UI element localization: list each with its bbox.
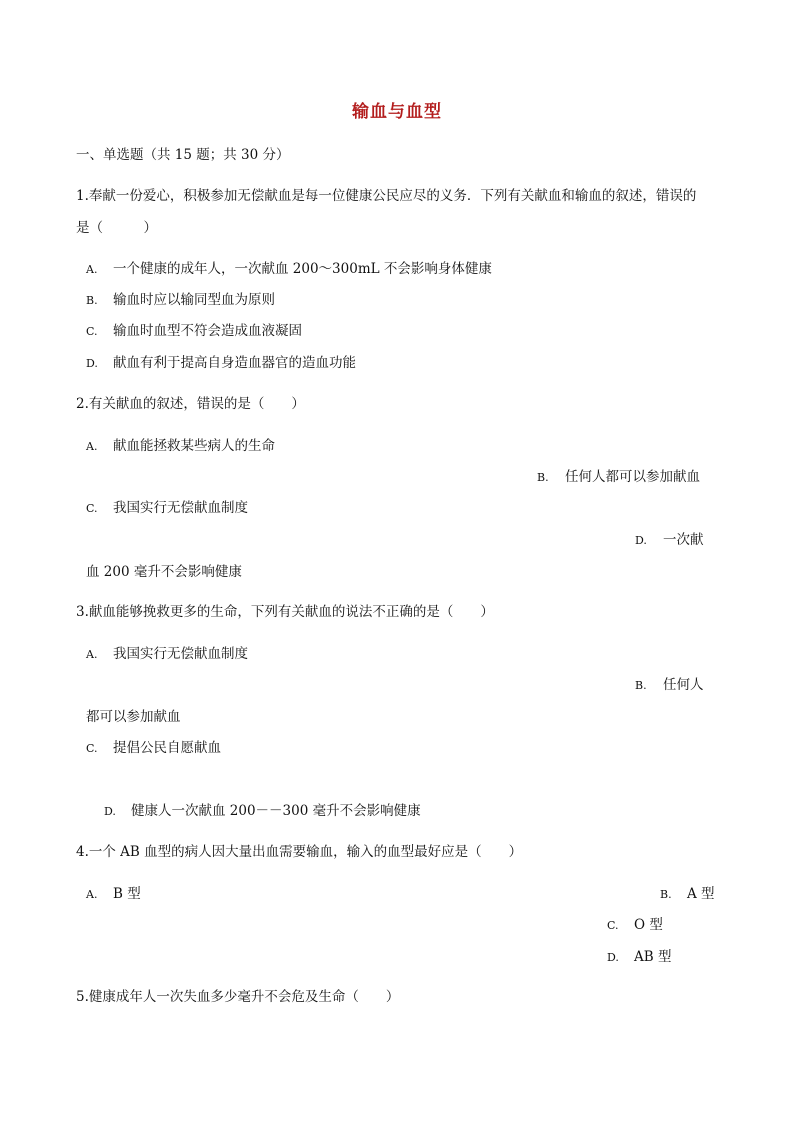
question-1-option-d: 献血有利于提高自身造血器官的造血功能 (113, 355, 356, 371)
question-1-option-c: 输血时血型不符会造成血液凝固 (113, 323, 302, 339)
question-4-option-c: O 型 (634, 917, 663, 933)
question-2-option-d-part2: 血 200 毫升不会影响健康 (86, 564, 242, 580)
question-3-option-b-part2: 都可以参加献血 (86, 709, 181, 725)
question-4-option-d-label: D. (607, 951, 619, 964)
question-2-option-a: 献血能拯救某些病人的生命 (113, 438, 275, 454)
question-3-option-c: 提倡公民自愿献血 (113, 740, 221, 756)
question-2-option-b: 任何人都可以参加献血 (565, 469, 700, 485)
question-4-option-a-label: A. (86, 888, 98, 901)
question-5-stem: 5.健康成年人一次失血多少毫升不会危及生命（ ） (76, 989, 400, 1005)
question-2-option-c-label: C. (86, 502, 98, 515)
section-heading: 一、单选题（共 15 题；共 30 分） (76, 147, 290, 163)
question-3-option-a: 我国实行无偿献血制度 (113, 646, 248, 662)
question-1-stem-line1: 1.奉献一份爱心，积极参加无偿献血是每一位健康公民应尽的义务．下列有关献血和输血的叙述，错误的 (76, 188, 697, 204)
page-title: 输血与血型 (352, 102, 442, 122)
question-2-option-c: 我国实行无偿献血制度 (113, 500, 248, 516)
question-2-stem: 2.有关献血的叙述，错误的是（ ） (76, 396, 305, 412)
question-1-option-a: 一个健康的成年人，一次献血 200～300mL 不会影响身体健康 (113, 261, 492, 277)
question-2-option-b-label: B. (537, 471, 549, 484)
question-4-option-b-label: B. (660, 888, 672, 901)
question-4-option-d: AB 型 (634, 949, 672, 965)
question-2-option-d-label: D. (635, 534, 647, 547)
question-1-option-b-label: B. (86, 294, 98, 307)
question-3-stem: 3.献血能够挽救更多的生命，下列有关献血的说法不正确的是（ ） (76, 604, 494, 620)
question-2-option-d-part1: 一次献 (663, 532, 704, 548)
question-3-option-d-label: D. (104, 805, 116, 818)
question-4-option-a: B 型 (113, 886, 141, 902)
question-3-option-b-label: B. (635, 679, 647, 692)
question-4-option-c-label: C. (607, 919, 619, 932)
question-1-option-c-label: C. (86, 325, 98, 338)
question-1-stem-line2: 是（ ） (76, 220, 157, 236)
question-2-option-a-label: A. (86, 440, 98, 453)
question-3-option-c-label: C. (86, 742, 98, 755)
question-3-option-b-part1: 任何人 (663, 677, 704, 693)
question-1-option-a-label: A. (86, 263, 98, 276)
question-1-option-b: 输血时应以输同型血为原则 (113, 292, 275, 308)
question-4-stem: 4.一个 AB 血型的病人因大量出血需要输血，输入的血型最好应是（ ） (76, 844, 523, 860)
question-3-option-d: 健康人一次献血 200－－300 毫升不会影响健康 (131, 803, 421, 819)
question-3-option-a-label: A. (86, 648, 98, 661)
question-1-option-d-label: D. (86, 357, 98, 370)
question-4-option-b: A 型 (687, 886, 715, 902)
